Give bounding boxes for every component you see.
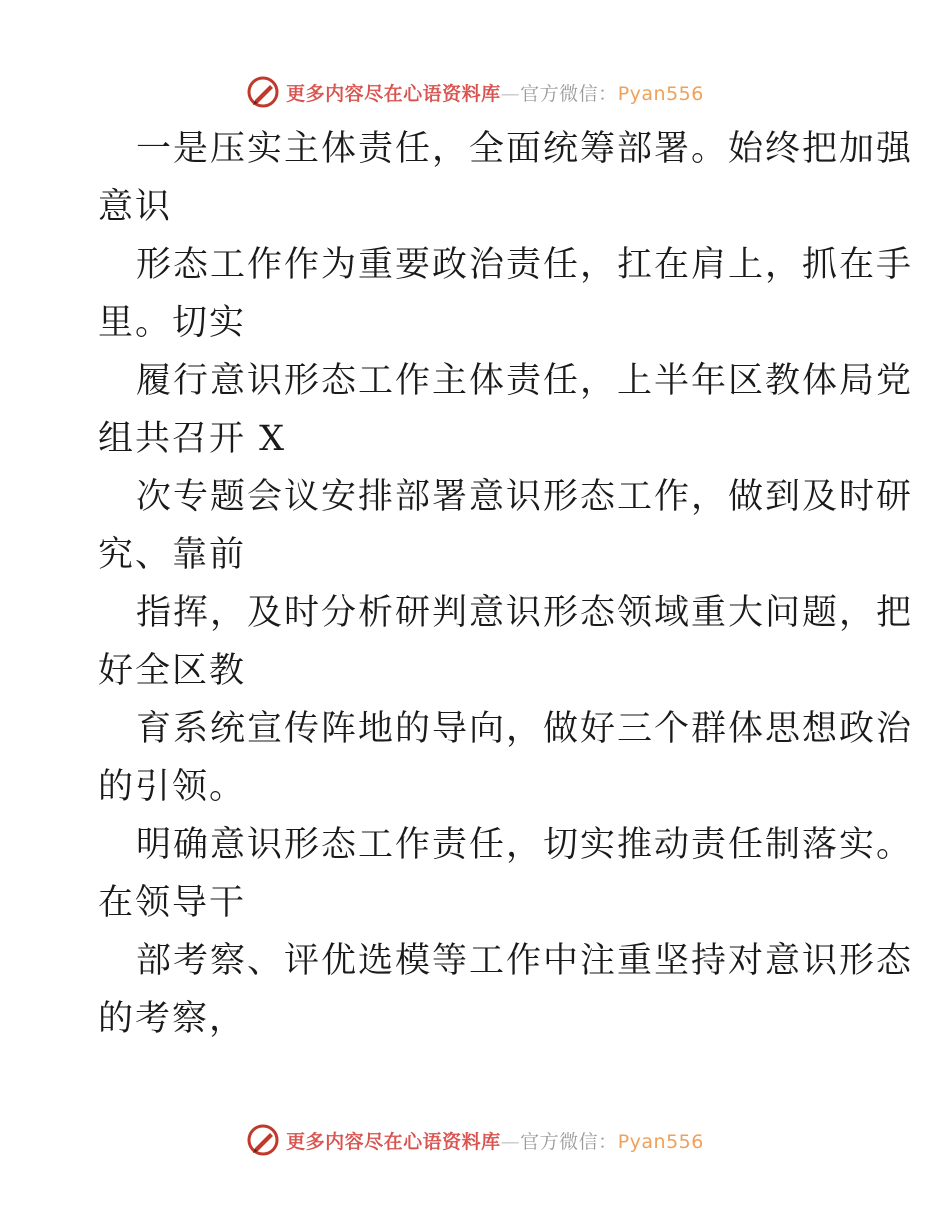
text-line: 究、靠前 [98,535,247,575]
text-line: 明确意识形态工作责任，切实推动责任制落实。 [136,825,914,865]
banner-wechat-id: Pyan556 [617,82,704,105]
document-body [98,120,914,1048]
banner-dash: — [500,1130,521,1153]
text-line: 在领导干 [98,883,247,923]
banner-wechat-label: 官方微信： [520,82,618,105]
banner-brand: 更多内容尽在心语资料库 [286,82,501,105]
text-line: 里。切实 [98,303,247,343]
text-line: 一是压实主体责任，全面统筹部署。始终把加强 [136,129,914,169]
text-line: 的考察， [98,999,247,1039]
pen-logo-icon [246,75,280,109]
text-line: 指挥，及时分析研判意识形态领域重大问题，把 [136,593,914,633]
text-line: 的引领。 [98,767,247,807]
banner-wechat-label: 官方微信： [520,1130,618,1153]
banner-text [286,79,704,106]
pen-logo-icon [246,1123,280,1157]
banner-dash: — [500,82,521,105]
banner-wechat-id: Pyan556 [617,1130,704,1153]
text-line: 形态工作作为重要政治责任，扛在肩上，抓在手 [136,245,914,285]
text-line: 好全区教 [98,651,247,691]
text-line: 意识 [98,187,173,227]
text-line: 履行意识形态工作主体责任，上半年区教体局党 [136,361,914,401]
text-line: 组共召开 X [98,419,287,459]
text-line: 次专题会议安排部署意识形态工作，做到及时研 [136,477,914,517]
text-line: 育系统宣传阵地的导向，做好三个群体思想政治 [136,709,914,749]
text-line: 部考察、评优选模等工作中注重坚持对意识形态 [136,941,914,981]
footer-banner [0,1120,950,1160]
banner-text [286,1127,704,1154]
header-banner [0,72,950,112]
banner-brand: 更多内容尽在心语资料库 [286,1130,501,1153]
